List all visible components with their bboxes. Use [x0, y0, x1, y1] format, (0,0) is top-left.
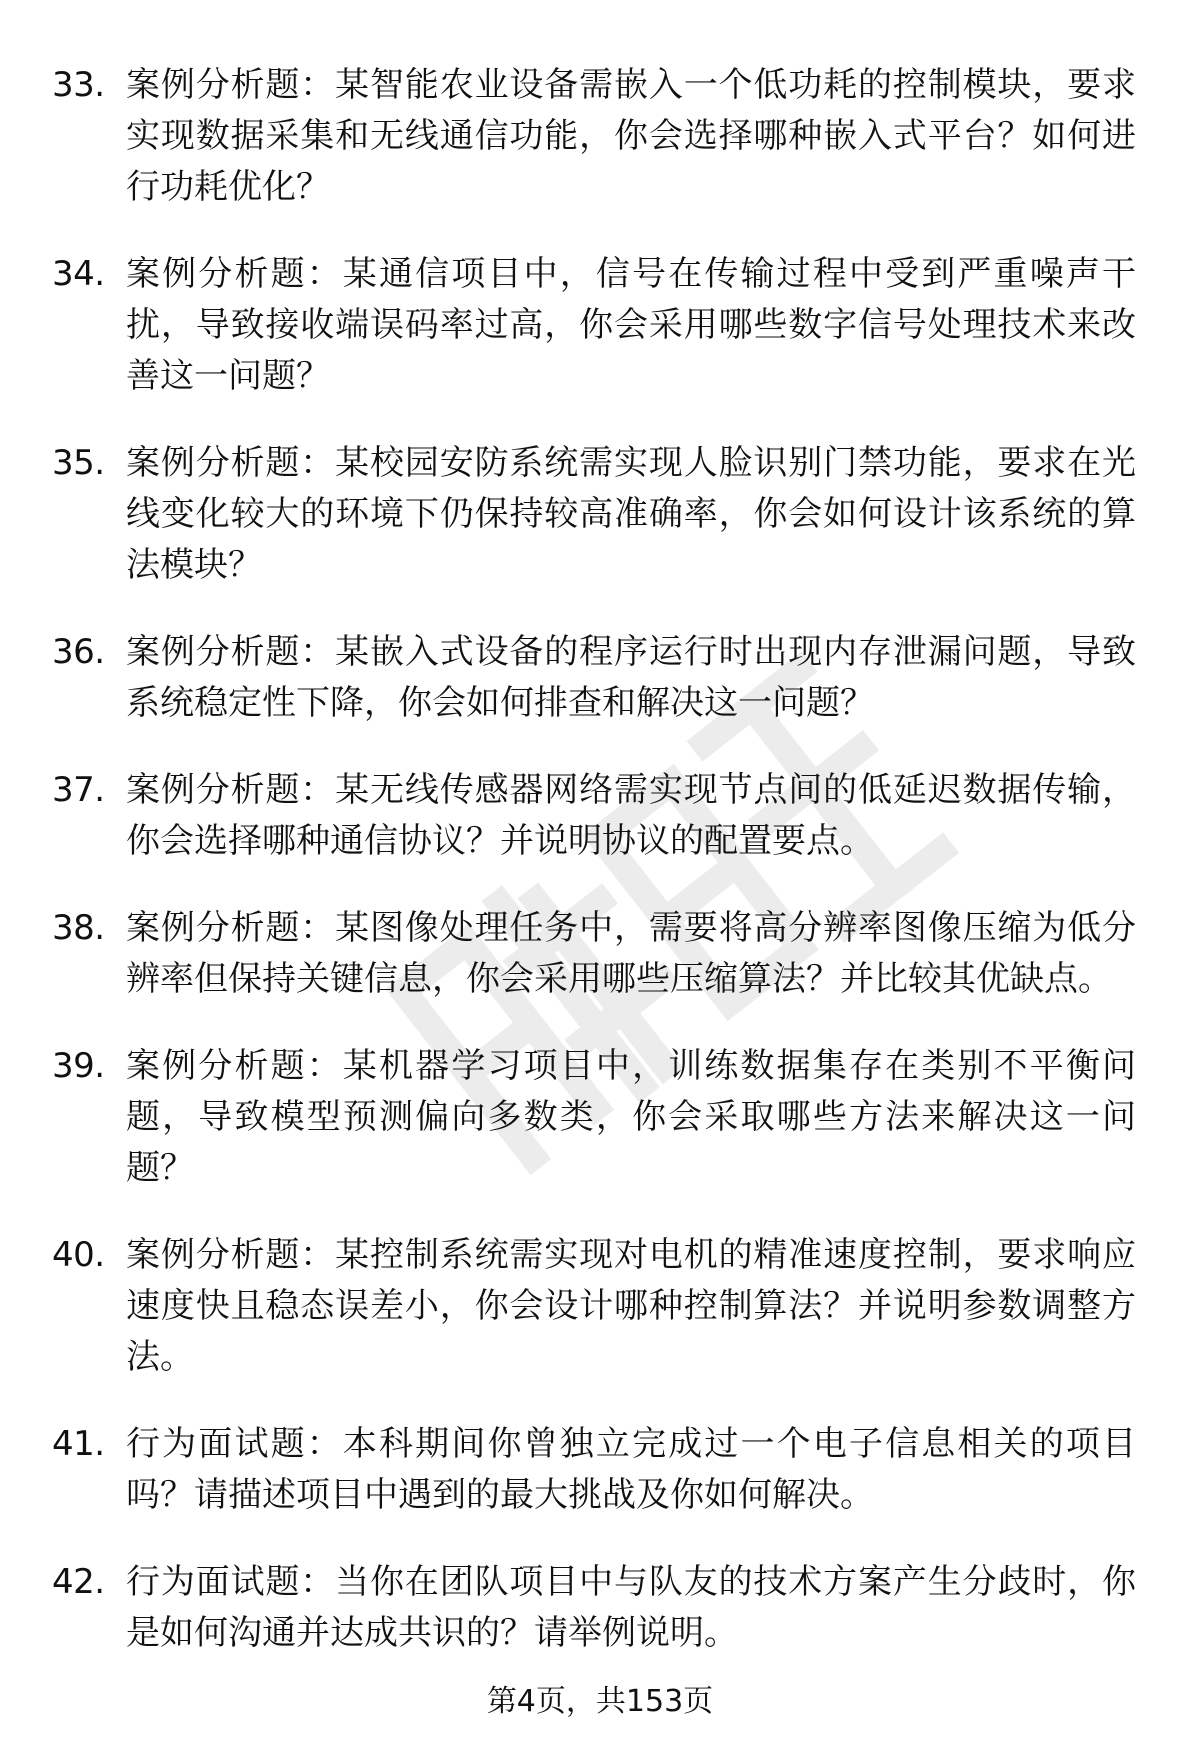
- question-item: [52, 249, 1152, 402]
- question-number: 37.: [52, 770, 105, 810]
- question-item: [52, 438, 1152, 591]
- question-number: 35.: [52, 443, 105, 483]
- question-item: [52, 60, 1152, 213]
- question-text: 案例分析题：某嵌入式设备的程序运行时出现内存泄漏问题，导致系统稳定性下降，你会如何排查和解决这一问题？: [126, 632, 1136, 723]
- question-number: 33.: [52, 65, 105, 105]
- question-item: [52, 627, 1152, 729]
- question-item: [52, 903, 1152, 1005]
- question-item: [52, 1041, 1152, 1194]
- question-item: [52, 1230, 1152, 1383]
- question-text: 案例分析题：某控制系统需实现对电机的精准速度控制，要求响应速度快且稳态误差小，你会设计哪种控制算法？并说明参数调整方法。: [126, 1235, 1136, 1377]
- question-number: 34.: [52, 254, 105, 294]
- question-item: [52, 1557, 1152, 1659]
- question-number: 38.: [52, 908, 105, 948]
- question-text: 行为面试题：本科期间你曾独立完成过一个电子信息相关的项目吗？请描述项目中遇到的最大挑战及你如何解决。: [126, 1424, 1136, 1515]
- question-text: 案例分析题：某无线传感器网络需实现节点间的低延迟数据传输，你会选择哪种通信协议？并说明协议的配置要点。: [126, 770, 1136, 861]
- question-number: 41.: [52, 1424, 105, 1464]
- question-item: [52, 765, 1152, 867]
- question-list: [52, 60, 1152, 1695]
- question-text: 案例分析题：某智能农业设备需嵌入一个低功耗的控制模块，要求实现数据采集和无线通信功能，你会选择哪种嵌入式平台？如何进行功耗优化？: [126, 65, 1136, 207]
- question-text: 案例分析题：某通信项目中，信号在传输过程中受到严重噪声干扰，导致接收端误码率过高，你会采用哪些数字信号处理技术来改善这一问题？: [126, 254, 1136, 396]
- question-text: 案例分析题：某校园安防系统需实现人脸识别门禁功能，要求在光线变化较大的环境下仍保持较高准确率，你会如何设计该系统的算法模块？: [126, 443, 1136, 585]
- question-number: 42.: [52, 1562, 105, 1602]
- question-item: [52, 1419, 1152, 1521]
- question-text: 案例分析题：某机器学习项目中，训练数据集存在类别不平衡问题，导致模型预测偏向多数类，你会采取哪些方法来解决这一问题？: [126, 1046, 1136, 1188]
- question-number: 40.: [52, 1235, 105, 1275]
- question-number: 36.: [52, 632, 105, 672]
- question-number: 39.: [52, 1046, 105, 1086]
- question-text: 行为面试题：当你在团队项目中与队友的技术方案产生分歧时，你是如何沟通并达成共识的？请举例说明。: [126, 1562, 1136, 1653]
- page-footer: 第4页，共153页: [486, 1684, 714, 1719]
- question-text: 案例分析题：某图像处理任务中，需要将高分辨率图像压缩为低分辨率但保持关键信息，你会采用哪些压缩算法？并比较其优缺点。: [126, 908, 1136, 999]
